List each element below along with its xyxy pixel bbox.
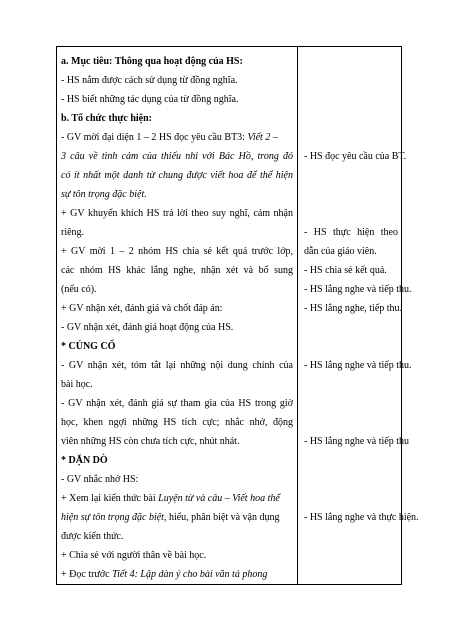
conclude-line: + GV nhận xét, đánh giá và chốt đáp án: xyxy=(61,303,223,314)
bt3-task-line-4: sự tôn trọng đặc biệt. xyxy=(61,189,147,200)
bt3-instruction-line xyxy=(61,131,293,144)
consolidation-heading: * CỦNG CỐ xyxy=(61,341,116,352)
review-lesson-title-end: hiện sự tôn trọng đặc biệt xyxy=(61,512,164,523)
objective-heading: a. Mục tiêu: Thông qua hoạt động của HS: xyxy=(61,56,243,67)
student-activity-6: - HS lắng nghe và tiếp thu. xyxy=(304,360,412,371)
evaluate-line: - GV nhận xét, đánh giá hoạt động của HS. xyxy=(61,322,234,333)
participation-line-1: - GV nhận xét, đánh giá sự tham gia của HS trong giờ xyxy=(61,398,293,409)
encourage-line-2: riêng. xyxy=(61,227,85,238)
bt3-task-line-3: có ít nhất một danh từ chung được viết hoa để thể hiện xyxy=(61,170,293,181)
review-intro: + Xem lại kiến thức bài xyxy=(61,493,159,504)
review-lesson-title: Luyện từ và câu – Viết hoa thể xyxy=(158,493,280,504)
objective-item-1: - HS nắm được cách sử dụng từ đồng nghĩa. xyxy=(61,75,238,86)
homework-heading: * DẶN DÒ xyxy=(61,455,108,466)
student-activity-3: - HS chia sẻ kết quả. xyxy=(304,265,387,276)
preread-intro: + Đọc trước xyxy=(61,569,113,580)
review-line-2 xyxy=(61,511,293,524)
participation-line-3: viên những HS còn chưa tích cực, nhút nhát. xyxy=(61,436,240,447)
column-divider xyxy=(297,47,298,584)
student-activity-1: - HS đọc yêu cầu của BT. xyxy=(304,151,407,162)
student-activity-2a: - HS thực hiện theo xyxy=(304,227,398,238)
student-activity-5: - HS lắng nghe, tiếp thu. xyxy=(304,303,403,314)
share-line-1: + GV mời 1 – 2 nhóm HS chia sẻ kết quả trước lớp, xyxy=(61,246,293,257)
lesson-table xyxy=(56,46,419,585)
student-activity-2b: dẫn của giáo viên. xyxy=(304,246,377,257)
participation-line-2: học, khen ngợi những HS tích cực; nhắc nhở, động xyxy=(61,417,293,428)
encourage-line-1: + GV khuyến khích HS trả lời theo suy nghĩ, cảm nhận xyxy=(61,208,293,219)
student-activity-8: - HS lắng nghe và thực hiện. xyxy=(304,512,419,523)
summary-line-2: bài học. xyxy=(61,379,93,390)
share-line-3: (nếu có). xyxy=(61,284,97,295)
student-activity-7: - HS lắng nghe và tiếp thu xyxy=(304,436,409,447)
student-activity-4: - HS lắng nghe và tiếp thu. xyxy=(304,284,412,295)
preread-lesson-title: Tiết 4: Lập dàn ý cho bài văn tả phong xyxy=(112,569,268,580)
bt3-task-line-2: 3 câu về tình cảm của thiếu nhi với Bác Hồ, trong đó xyxy=(61,151,293,162)
organization-heading: b. Tổ chức thực hiện: xyxy=(61,113,152,124)
reminder-line: - GV nhắc nhở HS: xyxy=(61,474,139,485)
review-line-3: được kiến thức. xyxy=(61,531,124,542)
bt3-task-start: Viết 2 – xyxy=(247,132,278,143)
share-family-line: + Chia sẻ với người thân về bài học. xyxy=(61,550,207,561)
bt3-intro: - GV mời đại diện 1 – 2 HS đọc yêu cầu BT3: xyxy=(61,132,248,143)
review-line-1 xyxy=(61,492,293,505)
share-line-2: các nhóm HS khác lắng nghe, nhận xét và bổ sung xyxy=(61,265,293,276)
summary-line-1: - GV nhận xét, tóm tắt lại những nội dung chính của xyxy=(61,360,293,371)
preread-line xyxy=(61,568,293,581)
objective-item-2: - HS biết những tác dụng của từ đồng nghĩa. xyxy=(61,94,239,105)
review-tail: , hiểu, phân biệt và vận dụng xyxy=(163,512,280,523)
